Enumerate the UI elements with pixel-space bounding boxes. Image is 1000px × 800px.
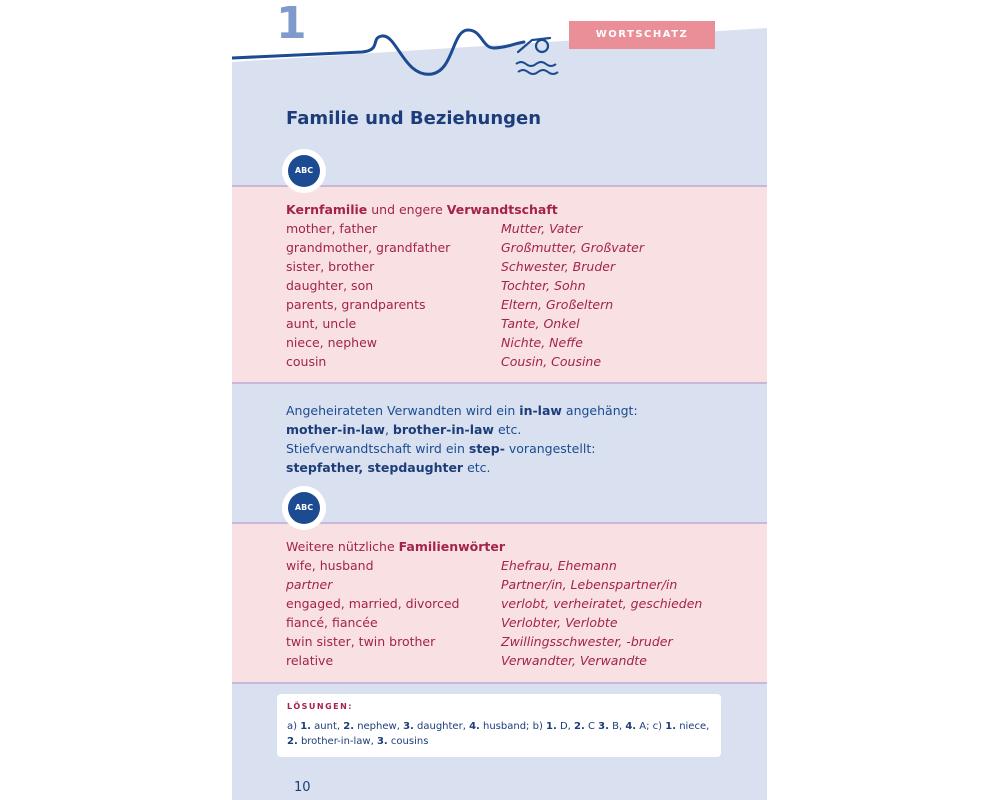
note-text: etc. bbox=[493, 422, 522, 437]
sol-text: A; c) bbox=[636, 721, 666, 732]
note-text: , bbox=[384, 422, 393, 437]
vocab-row bbox=[286, 219, 756, 238]
sol-num: 1. bbox=[665, 721, 677, 732]
heading-bold-3: Familienwörter bbox=[398, 539, 506, 554]
vocab-list-2 bbox=[286, 537, 756, 670]
note-line-1 bbox=[286, 401, 756, 420]
note-line-2 bbox=[286, 420, 756, 439]
vocab-row bbox=[286, 257, 756, 276]
vocab-row bbox=[286, 352, 756, 371]
note-bold: brother-in-law bbox=[392, 422, 494, 437]
english-term: niece, nephew bbox=[286, 335, 377, 350]
sol-num: 3. bbox=[598, 721, 609, 732]
page-title: Familie und Beziehungen bbox=[286, 108, 542, 129]
heading-bold-1: Kernfamilie bbox=[286, 202, 368, 217]
english-term: mother, father bbox=[286, 221, 378, 236]
english-term: fiancé, fiancée bbox=[286, 615, 378, 630]
english-term: daughter, son bbox=[286, 278, 374, 293]
english-term: engaged, married, divorced bbox=[286, 596, 460, 611]
book-page bbox=[232, 0, 767, 800]
english-term: twin sister, twin brother bbox=[286, 634, 436, 649]
sol-text: husband; b) bbox=[479, 721, 547, 732]
vocab-row bbox=[286, 276, 756, 295]
heading-bold-2: Verwandtschaft bbox=[446, 202, 558, 217]
english-term: grandmother, grandfather bbox=[286, 240, 451, 255]
sol-text: aunt, bbox=[310, 721, 344, 732]
vocab-row bbox=[286, 651, 756, 670]
vocab-row bbox=[286, 314, 756, 333]
note-text: Stiefverwandtschaft wird ein bbox=[286, 441, 469, 456]
note-bold: stepfather, stepdaughter bbox=[286, 460, 464, 475]
abc-icon: ABC bbox=[288, 492, 320, 524]
vocab-row bbox=[286, 613, 756, 632]
german-term: verlobt, verheiratet, geschieden bbox=[501, 596, 703, 611]
english-term: cousin bbox=[286, 354, 327, 369]
sol-num: 4. bbox=[625, 721, 637, 732]
vocab-row bbox=[286, 632, 756, 651]
sol-text: cousins bbox=[387, 736, 429, 747]
english-term: parents, grandparents bbox=[286, 297, 426, 312]
swimmer-icon bbox=[232, 0, 562, 90]
vocab-heading-2 bbox=[286, 537, 756, 556]
abc-icon: ABC bbox=[288, 155, 320, 187]
sol-num: 3. bbox=[403, 721, 414, 732]
english-term: partner bbox=[286, 577, 333, 592]
german-term: Verlobter, Verlobte bbox=[501, 615, 618, 630]
german-term: Verwandter, Verwandte bbox=[501, 653, 647, 668]
sol-text: a) bbox=[287, 721, 301, 732]
english-term: relative bbox=[286, 653, 334, 668]
german-term: Ehefrau, Ehemann bbox=[501, 558, 617, 573]
german-term: Cousin, Cousine bbox=[501, 354, 602, 369]
solutions-box bbox=[277, 694, 721, 757]
sol-num: 2. bbox=[287, 736, 298, 747]
note-line-4 bbox=[286, 458, 756, 477]
sol-num: 2. bbox=[343, 721, 355, 732]
german-term: Großmutter, Großvater bbox=[501, 240, 645, 255]
german-term: Tante, Onkel bbox=[501, 316, 580, 331]
note-text: Angeheirateten Verwandten wird ein bbox=[286, 403, 520, 418]
note-text: angehängt: bbox=[561, 403, 638, 418]
wortschatz-tag: WORTSCHATZ bbox=[569, 21, 715, 49]
sol-text: niece, bbox=[676, 721, 710, 732]
sol-text: D, bbox=[556, 721, 575, 732]
page-number: 10 bbox=[294, 780, 311, 795]
sol-num: 2. bbox=[574, 721, 585, 732]
sol-text: daughter, bbox=[413, 721, 470, 732]
note-bold: in-law bbox=[519, 403, 562, 418]
sol-text: C bbox=[584, 721, 599, 732]
sol-num: 3. bbox=[376, 736, 388, 747]
note-text: vorangestellt: bbox=[504, 441, 596, 456]
sol-num: 4. bbox=[469, 721, 480, 732]
vocab-row bbox=[286, 556, 756, 575]
german-term: Schwester, Bruder bbox=[501, 259, 616, 274]
english-term: wife, husband bbox=[286, 558, 374, 573]
german-term: Zwillingsschwester, -bruder bbox=[501, 634, 673, 649]
heading-text-2: Weitere nützliche bbox=[286, 539, 399, 554]
vocab-row bbox=[286, 594, 756, 613]
sol-num: 1. bbox=[300, 721, 311, 732]
solutions-line-2 bbox=[287, 734, 711, 749]
sol-text: nephew, bbox=[354, 721, 404, 732]
abc-badge-1 bbox=[282, 149, 326, 193]
english-term: sister, brother bbox=[286, 259, 375, 274]
german-term: Partner/in, Lebenspartner/in bbox=[501, 577, 678, 592]
abc-badge-2 bbox=[282, 486, 326, 530]
vocab-row bbox=[286, 333, 756, 352]
vocab-list-1 bbox=[286, 200, 756, 371]
english-term: aunt, uncle bbox=[286, 316, 357, 331]
german-term: Tochter, Sohn bbox=[501, 278, 586, 293]
sol-text: brother-in-law, bbox=[297, 736, 377, 747]
grammar-note bbox=[286, 401, 756, 477]
german-term: Nichte, Neffe bbox=[501, 335, 583, 350]
vocab-heading-1 bbox=[286, 200, 756, 219]
vocab-row bbox=[286, 295, 756, 314]
note-line-3 bbox=[286, 439, 756, 458]
note-bold: step- bbox=[468, 441, 505, 456]
note-bold: mother-in-law bbox=[286, 422, 385, 437]
german-term: Eltern, Großeltern bbox=[501, 297, 614, 312]
heading-text-1: und engere bbox=[367, 202, 447, 217]
vocab-row bbox=[286, 575, 756, 594]
solutions-title: LÖSUNGEN: bbox=[287, 702, 353, 711]
note-text: etc. bbox=[463, 460, 491, 475]
sol-text: B, bbox=[608, 721, 626, 732]
german-term: Mutter, Vater bbox=[501, 221, 583, 236]
sol-num: 1. bbox=[546, 721, 557, 732]
vocab-row bbox=[286, 238, 756, 257]
chapter-number: 1 bbox=[276, 0, 307, 49]
solutions-line-1 bbox=[287, 719, 711, 734]
